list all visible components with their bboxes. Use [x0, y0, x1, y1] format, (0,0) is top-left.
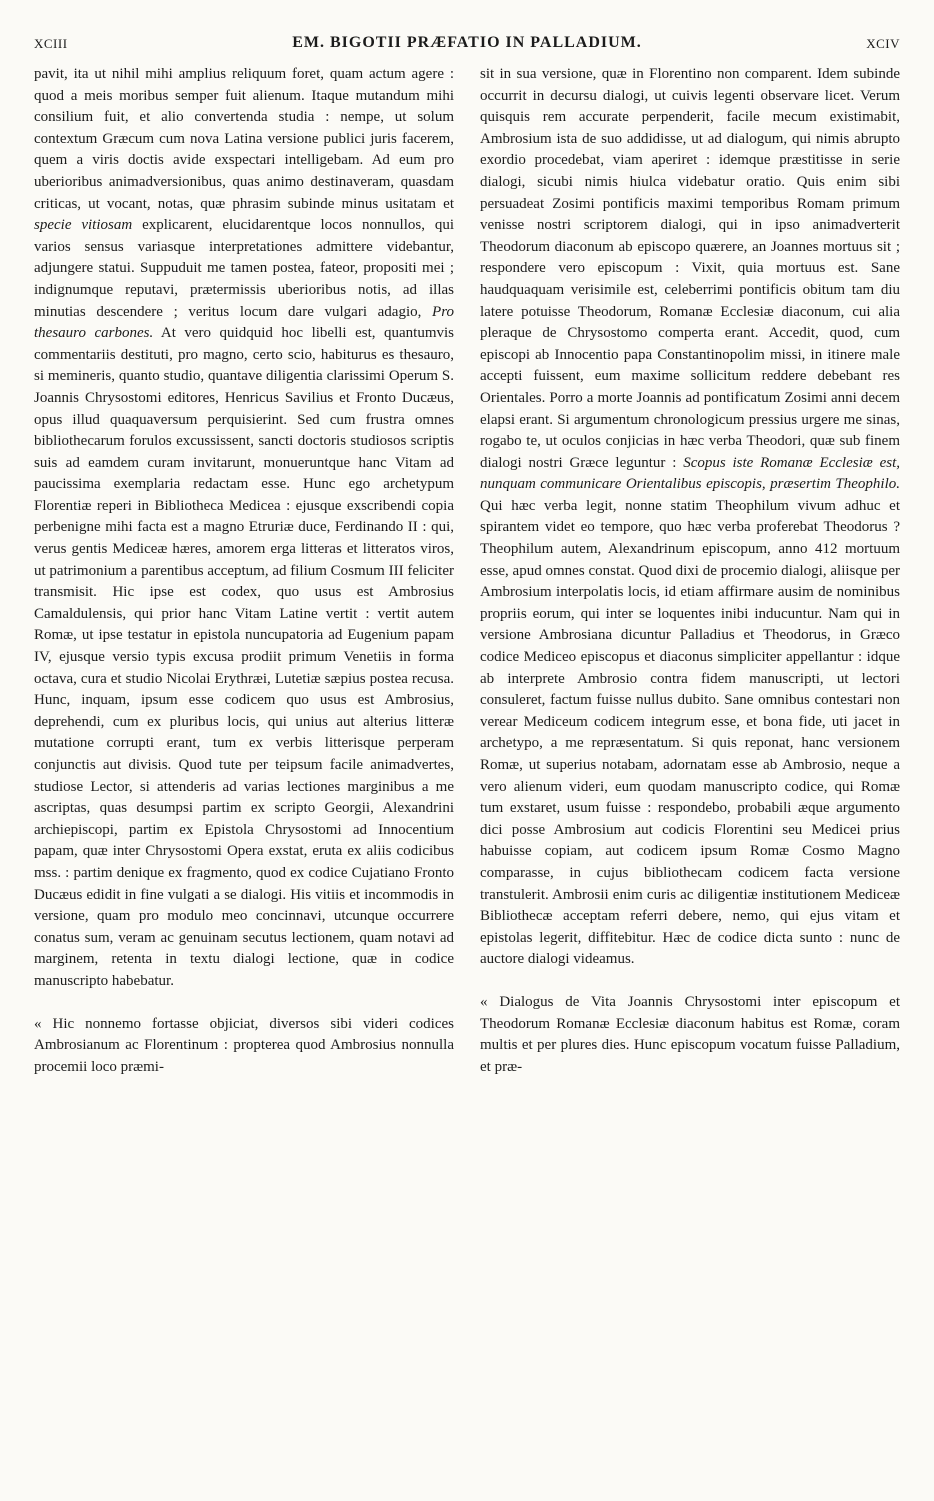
left-paragraph-2: « Hic nonnemo fortasse objiciat, diversos sibi videri codices Ambrosianum ac Florentinum : propterea quod Ambrosius nonnulla procemii loco præmi-: [34, 1015, 454, 1075]
left-p1-text-a: pavit, ita ut nihil mihi amplius reliquum foret, quam actum agere : quod a meis moribus semper fuit alienum. Itaque mutandum mihi consilium fuit, et alio convertenda studia : nempe, ut solum contextum Græcum cum nova Latina versione publici juris facerem, quem a viris doctis avide exspectari intelligebam. Ad eum pro uberioribus animadversionibus, quas animo destinaveram, quasdam criticas, ut vocant, notas, quæ phrasim subinde minus usitatam et: [34, 66, 454, 212]
page-number-left: XCIII: [34, 36, 68, 51]
left-paragraph-1: [34, 64, 454, 993]
left-column: [34, 64, 454, 1078]
running-title: EM. BIGOTII PRÆFATIO IN PALLADIUM.: [292, 34, 642, 51]
running-header: [34, 34, 900, 56]
page-number-right: XCIV: [866, 36, 900, 51]
right-paragraph-2: « Dialogus de Vita Joannis Chrysostomi inter episcopum et Theodorum Romanæ Ecclesiæ diaconum habitus est Romæ, coram multis et per plures dies. Hunc episcopum vocatum fuisse Palladium, et præ-: [480, 993, 900, 1075]
right-paragraph-1: [480, 64, 900, 971]
right-p1-italic: Scopus iste Romanæ Ecclesiæ est, nunquam communicare Orientalibus episcopis, præsertim Theophilo.: [480, 454, 900, 493]
left-p1-italic-1: specie vitiosam: [34, 217, 133, 234]
left-p1-text-b: explicarent, elucidarentque locos nonnullos, qui varios sensus variasque interpretationes admittere videbantur, adjungere statui. Suppuduit me tamen postea, fateor, propositi mei ; indignumque reputavi, prætermissis uberioribus notis, ad illas minutias descendere ; veritus locum dare vulgari adagio,: [34, 217, 454, 320]
right-p1-text-a: sit in sua versione, quæ in Florentino non comparent. Idem subinde occurrit in decursu dialogi, ut cuivis legenti observare licet. Verum quisquis rem accurate perpenderit, facile mecum existimabit, Ambrosium ista de suo addidisse, ut ad dialogum, qui nimis abrupto exordio procedebat, viam aperiret : idemque præstitisse in serie dialogi, sicubi nimis hiulca videbatur oratio. Quis enim sibi persuadeat Zosimi pontificis maximi temporibus Romam primum venisse nostri scriptorem dialogi, qui in ipso animadverterit Theodorum diaconum ab episcopo quærere, an Joannes mortuus sit ; respondere vero episcopum : Vixit, quia mortuus est. Sane haudquaquam verisimile est, celeberrimi pontificis obitum tam diu latere potuisse Theodorum, Romanæ Ecclesiæ diaconum, cui alia pleraque de Chrysostomo comperta erant. Accedit, quod, cum episcopi ab Innocentio papa Constantinopolim missi, in itinere male accepti fuissent, eum maxime sollicitum reddere debebant res Orientales. Porro a morte Joannis ad pontificatum Zosimi anni decem elapsi erant. Si argumentum chronologicum pressius urgere me sinas, rogabo te, ut oculos conjicias in hæc verba Theodori, quæ sub finem dialogi nostri Græce leguntur :: [480, 66, 900, 471]
right-column: [480, 64, 900, 1078]
left-p1-text-c: At vero quidquid hoc libelli est, quantumvis commentariis destituti, pro magno, certo scio, habiturus es thesauro, si memineris, quanto studio, quantave diligentia clarissimi Operum S. Joannis Chrysostomi editores, Henricus Savilius et Fronto Ducæus, opus illud quaquaversum perquisierint. Sed cum frustra omnes bibliothecarum forulos excussissent, sancti doctoris studiosos scriptis suis ad eamdem curam invitarunt, monueruntque hanc Vitam ad paucissima exemplaria redactam esse. Hunc ego archetypum Florentiæ reperi in Bibliotheca Medicea : ejusque exscribendi copia perbenigne mihi facta est a magno Etruriæ duce, Ferdinando II : qui, verus gentis Mediceæ hæres, amorem erga litteras et litteratos viros, ut patrimonium a parentibus acceptum, ad filium Cosmum III feliciter transmisit. Hic ipse est codex, quo usus est Ambrosius Camaldulensis, qui prior hanc Vitam Latine vertit : vertit autem Romæ, ut ipse testatur in epistola nuncupatoria ad Eugenium papam IV, ejusque versio typis excusa prodiit primum Venetiis in forma octava, cura et studio Nicolai Erythræi, Lutetiæ sæpius postea recusa. Hunc, inquam, ipsum esse codicem quo usus est Ambrosius, deprehendi, cum ex pluribus locis, qui unius aut alterius litteræ mutatione corrupti erant, tum ex verbis litterisque perperam conjunctis aut divisis. Quod tute per teipsum facile animadvertes, studiose Lector, si attenderis ad varias lectiones marginibus a me ascriptas, quas desumpsi partim ex scripto Georgii, Alexandrini archiepiscopi, partim ex Epistola Chrysostomi ad Innocentium papam, quæ inter Chrysostomi Opera exstat, eruta ex aliis codicibus mss. : partim denique ex fragmento, quod ex codice Cujatiano Fronto Ducæus edidit in fine vulgati a se dialogi. His vitiis et incommodis in versione, quam pro modulo meo concinnavi, utcunque occurrere conatus sum, veram ac genuinam secutus lectionem, quam notavi ad marginem, retenta in textu dialogi lectione, quæ in codice manuscripto habebatur.: [34, 325, 454, 989]
right-p1-text-b: Qui hæc verba legit, nonne statim Theophilum vivum adhuc et spirantem videt eo tempore, quo hæc verba proferebat Theodorus ? Theophilum autem, Alexandrinum episcopum, anno 412 mortuum esse, apud omnes constat. Quod dixi de procemio dialogi, aliisque per Ambrosium interpolatis locis, id etiam affirmare ausim de nominibus propriis eorum, qui inter se loquentes inibi inducuntur. Nam qui in versione Ambrosiana dicuntur Palladius et Theodorus, in Græco codice Mediceo episcopus et diaconus simpliciter appellantur : idque ab interprete Ambrosio contra fidem manuscripti, ut lectori consuleret, factum fuisse nullus dubito. Sane omnibus contestari non verear Mediceum codicem integrum esse, et bona fide, uti jacet in archetypo, a me repræsentatum. Si quis reponat, hanc versionem Romæ, ut superius notabam, adornatam esse ab Ambrosio, neque a vero alienum videri, eum quodam manuscripto codice, qui Romæ tum exstaret, usum fuisse : respondebo, probabili æque argumento dici posse Ambrosium aut codicis Florentini seu Medicei prius habuisse copiam, aut codicem ipsum Romæ Cosmo Magno comparasse, in cujus bibliothecam codicem facta versione transtulerit. Ambrosii enim curis ac diligentiæ institutionem Mediceæ Bibliothecæ acceptam referri debere, nemo, qui ejus vitam et epistolas legerit, diffitebitur. Hæc de codice dicta sunto : nunc de auctore dialogi videamus.: [480, 497, 900, 968]
left-p1-italic-2: Pro thesauro carbones.: [34, 303, 454, 342]
